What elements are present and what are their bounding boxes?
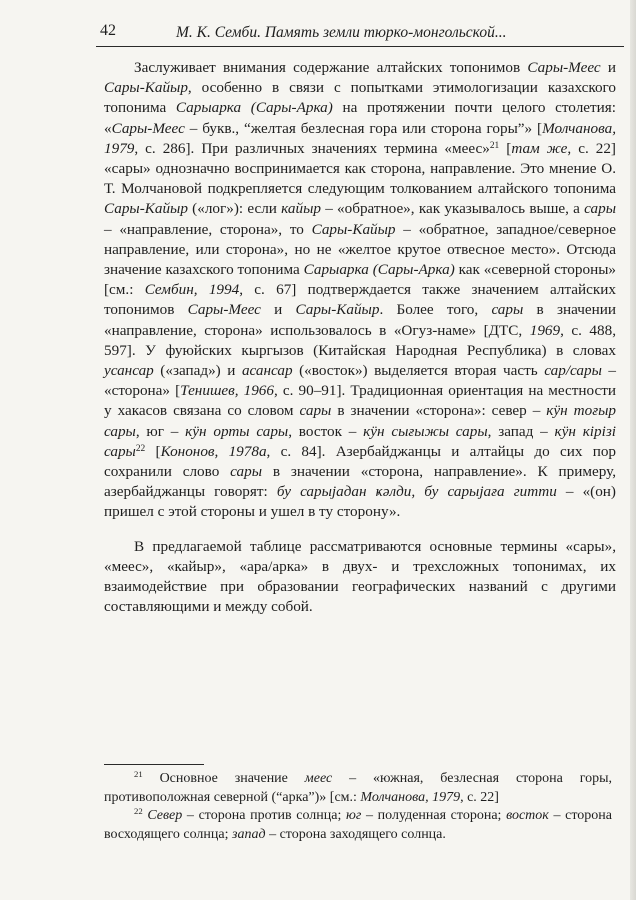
- italic-term: Сары-Кайыр: [295, 301, 380, 319]
- italic-term: меес: [304, 771, 333, 786]
- text-run: , с. 67] подтверждается также значением алтайских топонимов: [104, 281, 616, 319]
- italic-term: Сары-Кайыр: [104, 79, 188, 97]
- text-run: и: [260, 301, 296, 319]
- text-run: Заслуживает внимания содержание алтайских топонимов: [134, 59, 528, 76]
- text-run: в значении «сторона, направление». К примеру, азербайджанцы говорят:: [104, 463, 616, 501]
- text-run: – сторона восходящего солнца;: [104, 808, 612, 842]
- text-run: , юг –: [135, 422, 186, 440]
- italic-term: Сары-Кайыр: [104, 200, 188, 218]
- italic-term: Молчанова, 1979: [360, 789, 461, 805]
- italic-term: сары: [491, 301, 524, 319]
- text-run: на протяжении почти целого столетия: «: [104, 99, 616, 137]
- header-rule: [96, 46, 624, 47]
- text-run: – сторона против солнца;: [182, 808, 347, 823]
- footnote-rule: [104, 764, 204, 765]
- text-run: . Более того,: [379, 301, 492, 319]
- italic-term: сары: [230, 463, 262, 481]
- italic-term: запад: [232, 826, 266, 842]
- italic-term: восток: [506, 808, 549, 823]
- footnote: [104, 807, 612, 844]
- italic-term: Кононов, 1978а: [160, 442, 267, 460]
- paragraph: [104, 58, 616, 523]
- text-run: , с. 286]. При различных значениях термина «меес»: [134, 139, 490, 157]
- text-run: [: [145, 442, 161, 460]
- text-run: – «сторона» [: [104, 362, 616, 400]
- text-run: – «(он) пришел с этой стороны и ушел в ту сторону».: [104, 483, 616, 521]
- italic-term: Тенишев, 1966: [180, 382, 274, 400]
- footnote-marker: 21: [489, 140, 500, 151]
- text-run: , с. 488, 597]. У фуюйских кыргызов (Китайская Народная Республика) в словах: [104, 321, 616, 359]
- italic-term: юг: [346, 808, 362, 823]
- italic-term: Сары-Меес: [111, 119, 185, 137]
- text-run: – «обратное», как указывалось выше, а: [320, 200, 585, 218]
- page-number: 42: [100, 22, 116, 39]
- italic-term: Сары-Кайыр: [311, 220, 396, 238]
- text-run: («запад») и: [153, 362, 242, 380]
- text-run: – букв., “желтая безлесная гора или сторона горы”» [: [184, 119, 543, 137]
- italic-term: кӱн тоғыр сары: [104, 402, 616, 440]
- italic-term: кӱн сығыжы сары: [363, 422, 488, 440]
- text-run: – сторона заходящего солнца.: [265, 826, 446, 842]
- italic-term: Сембин, 1994: [144, 281, 240, 299]
- text-run: , запад –: [487, 422, 555, 440]
- italic-term: кӱн кірізі сары: [104, 422, 616, 460]
- text-run: – «южная, безлесная сторона горы, противоположная северной (“арка”)» [см.:: [104, 771, 613, 805]
- text-run: – «обратное, западное/северное направление, или сторона», но не «желтое крутое отвесное место». Отсюда значение казахского топонима: [104, 220, 616, 279]
- italic-term: бу сарыјадан ҝəлди, бу сарыјаға гитти: [276, 483, 557, 501]
- footnotes: [104, 770, 612, 844]
- text-run: В предлагаемой таблице рассматриваются основные термины «сары», «меес», «кайыр», «ара/арка» в двух- и трехсложных топонимах, их взаимодействие при образовании географических названий с другими составляющими и между собой.: [104, 537, 616, 616]
- italic-term: Сарыарка (Сары-Арка): [303, 261, 455, 279]
- text-run: , с. 22] «сары» однозначно воспринимается как сторона, направление. Это мнение О. Т. Молчановой подкрепляется следующим толкованием алтайского топонима: [104, 139, 616, 198]
- text-run: как «северной стороны» [см.:: [104, 261, 616, 299]
- text-run: Основное значение: [142, 771, 305, 786]
- italic-term: сары: [584, 200, 616, 218]
- italic-term: сары: [299, 402, 332, 420]
- text-run: («восток») выделяется вторая часть: [292, 362, 545, 380]
- footnote-marker: 22: [135, 443, 146, 454]
- italic-term: там же: [511, 139, 568, 157]
- body-text: [104, 58, 616, 617]
- italic-term: Сары-Меес: [527, 59, 601, 76]
- italic-term: сар/сары: [544, 362, 602, 380]
- footnote-marker: 21: [134, 769, 143, 780]
- text-run: – полуденная сторона;: [361, 808, 507, 823]
- footnote: [104, 770, 612, 807]
- italic-term: кайыр: [281, 200, 321, 218]
- text-run: , особенно в связи с попытками этимологизации казахского топонима: [104, 79, 616, 117]
- text-run: и: [600, 59, 616, 76]
- paragraph: [104, 537, 616, 618]
- text-run: , восток –: [288, 422, 364, 440]
- italic-term: усансар: [104, 362, 154, 380]
- text-run: в значении «сторона»: север –: [331, 402, 547, 420]
- text-run: , с. 22]: [460, 789, 499, 805]
- italic-term: 1969: [529, 321, 561, 339]
- footnote-marker: 22: [134, 806, 143, 817]
- italic-term: Сарыарка (Сары-Арка): [175, 99, 333, 117]
- text-run: – «направление, сторона», то: [104, 220, 312, 238]
- page-header: [96, 20, 628, 50]
- italic-term: Сары-Меес: [187, 301, 261, 319]
- text-run: («лог»): если: [187, 200, 282, 218]
- italic-term: кӱн орты сары: [185, 422, 289, 440]
- italic-term: Молчанова, 1979: [104, 119, 616, 157]
- text-run: , с. 84]. Азербайджанцы и алтайцы до сих пор сохранили слово: [104, 442, 617, 481]
- running-title: М. К. Семби. Память земли тюрко-монгольской...: [176, 24, 507, 41]
- text-run: в значении «направление, сторона» использовалось в «Огуз-наме» [ДТС,: [104, 301, 616, 339]
- text-run: [: [499, 139, 512, 157]
- text-run: , с. 90–91]. Традиционная ориентация на местности у хакасов связана со словом: [104, 382, 616, 420]
- italic-term: Север: [147, 808, 183, 823]
- italic-term: асансар: [241, 362, 293, 380]
- page-edge: [630, 0, 636, 900]
